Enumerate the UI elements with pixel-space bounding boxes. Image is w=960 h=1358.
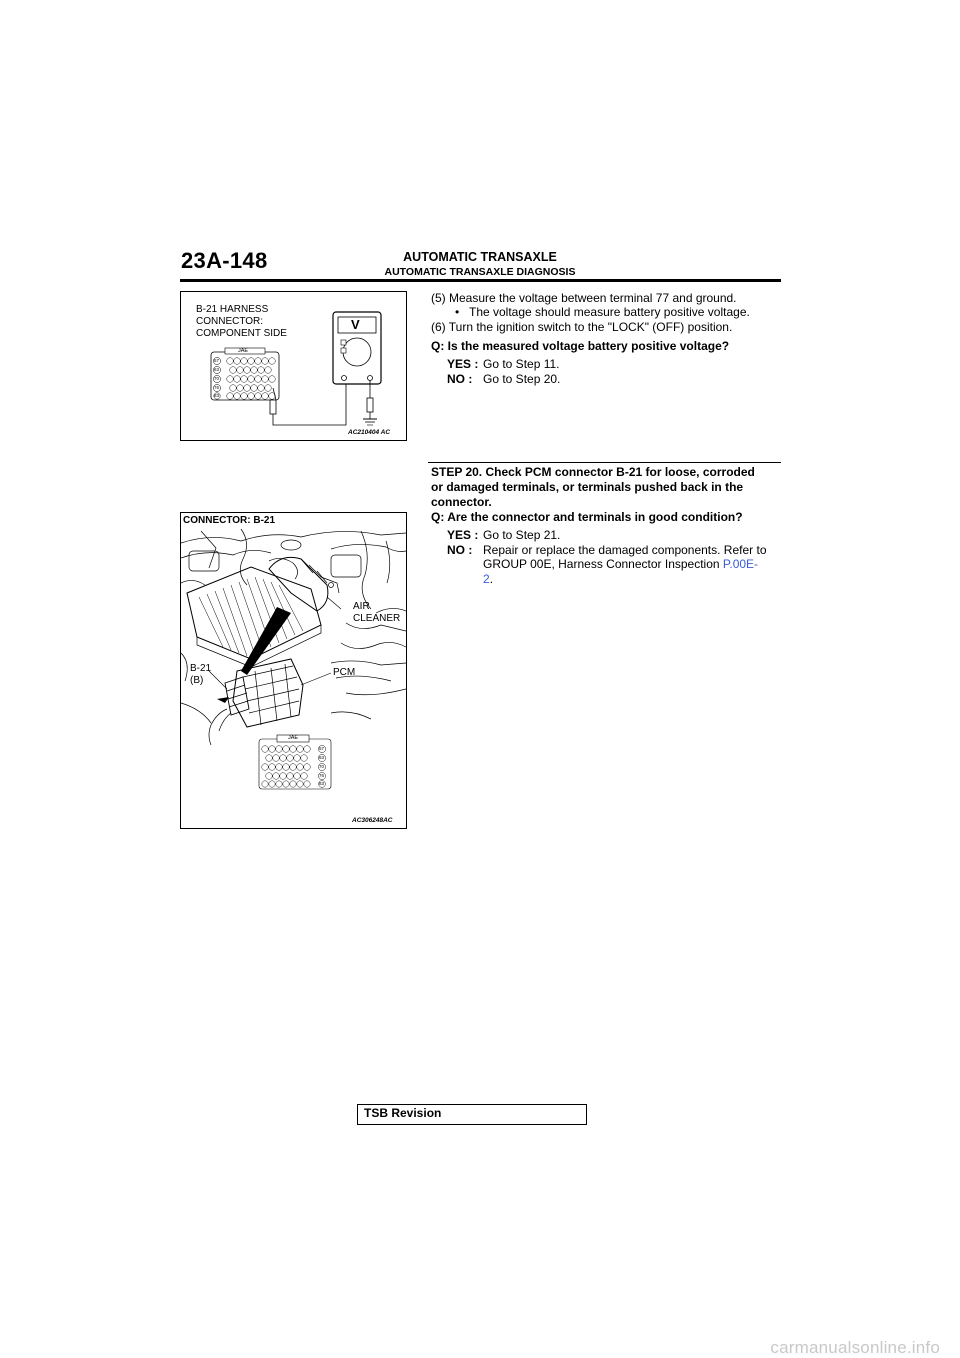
no-label: NO :: [447, 543, 473, 557]
yes-answer: Go to Step 21.: [483, 528, 561, 542]
cleaner-label: CLEANER: [353, 613, 401, 624]
bullet-text: The voltage should measure battery positive voltage.: [469, 305, 750, 319]
no-label: NO :: [447, 372, 473, 386]
header-rule: [180, 279, 781, 282]
air-cleaner-label: [353, 601, 400, 625]
step-5-text: (5) Measure the voltage between terminal 77 and ground.: [431, 291, 737, 305]
no-answer: Go to Step 20.: [483, 372, 561, 386]
yes-label: YES :: [447, 357, 479, 371]
yes-answer: Go to Step 11.: [483, 357, 560, 371]
figure-pcm-location: [180, 512, 407, 829]
figure-title: CONNECTOR: B-21: [183, 515, 276, 526]
no-answer-line3: [483, 572, 493, 587]
no-answer-line1: Repair or replace the damaged components. Refer to: [483, 543, 767, 557]
pin-label: 57: [319, 746, 325, 751]
connector-color-label: (B): [190, 675, 204, 686]
voltmeter-diagram: [181, 292, 406, 440]
pin-label: 63: [214, 367, 220, 372]
harness-label-line3: COMPONENT SIDE: [196, 328, 287, 339]
section-title: AUTOMATIC TRANSAXLE: [403, 250, 557, 264]
pin-label: 63: [319, 755, 325, 760]
question-1: Q: Is the measured voltage battery positive voltage?: [431, 339, 730, 353]
page-number: 23A-148: [181, 248, 268, 273]
step-20-heading-line2: or damaged terminals, or terminals pushed back in the: [431, 480, 744, 494]
pcm-label: PCM: [333, 667, 356, 678]
question-2: Q: Are the connector and terminals in good condition?: [431, 510, 743, 524]
air-label: AIR: [353, 601, 370, 612]
step-6-text: (6) Turn the ignition switch to the "LOCK" (OFF) position.: [431, 320, 733, 334]
connector-id-label: B-21: [190, 663, 212, 674]
figure-code: AC210404 AC: [348, 429, 391, 436]
engine-bay-illustration: [181, 513, 406, 828]
pin-label: 57: [214, 358, 220, 363]
page-link[interactable]: P.00E-: [722, 557, 759, 571]
step-20-heading-line3: connector.: [431, 495, 492, 509]
voltmeter-symbol: V: [351, 317, 360, 332]
pin-label: 76: [319, 773, 325, 778]
no-answer-text: GROUP 00E, Harness Connector Inspection: [483, 557, 720, 571]
harness-label-line2: CONNECTOR:: [196, 316, 264, 327]
harness-label-line1: B-21 HARNESS: [196, 304, 269, 315]
step-rule: [428, 462, 781, 463]
connector-maker-label: JAE: [288, 735, 299, 741]
figure-code: AC306248AC: [352, 817, 393, 824]
watermark: carmanualsonline.info: [770, 1338, 940, 1357]
figure-voltage-test: [180, 291, 407, 441]
page-link-continued[interactable]: 2: [483, 572, 490, 586]
pin-label: 83: [214, 393, 220, 398]
pin-label: 83: [319, 781, 325, 786]
bullet-dot: •: [455, 305, 460, 319]
yes-label: YES :: [447, 528, 479, 542]
connector-maker-label: JAE: [238, 348, 249, 354]
section-subtitle: AUTOMATIC TRANSAXLE DIAGNOSIS: [384, 266, 576, 278]
pin-label: 76: [214, 385, 220, 390]
period: .: [489, 572, 494, 586]
pin-label: 70: [319, 764, 325, 769]
step-20-heading-line1: STEP 20. Check PCM connector B-21 for loose, corroded: [431, 465, 755, 479]
tsb-revision-label: TSB Revision: [364, 1106, 442, 1120]
pin-label: 70: [214, 376, 220, 381]
no-answer-line2: [483, 557, 758, 572]
